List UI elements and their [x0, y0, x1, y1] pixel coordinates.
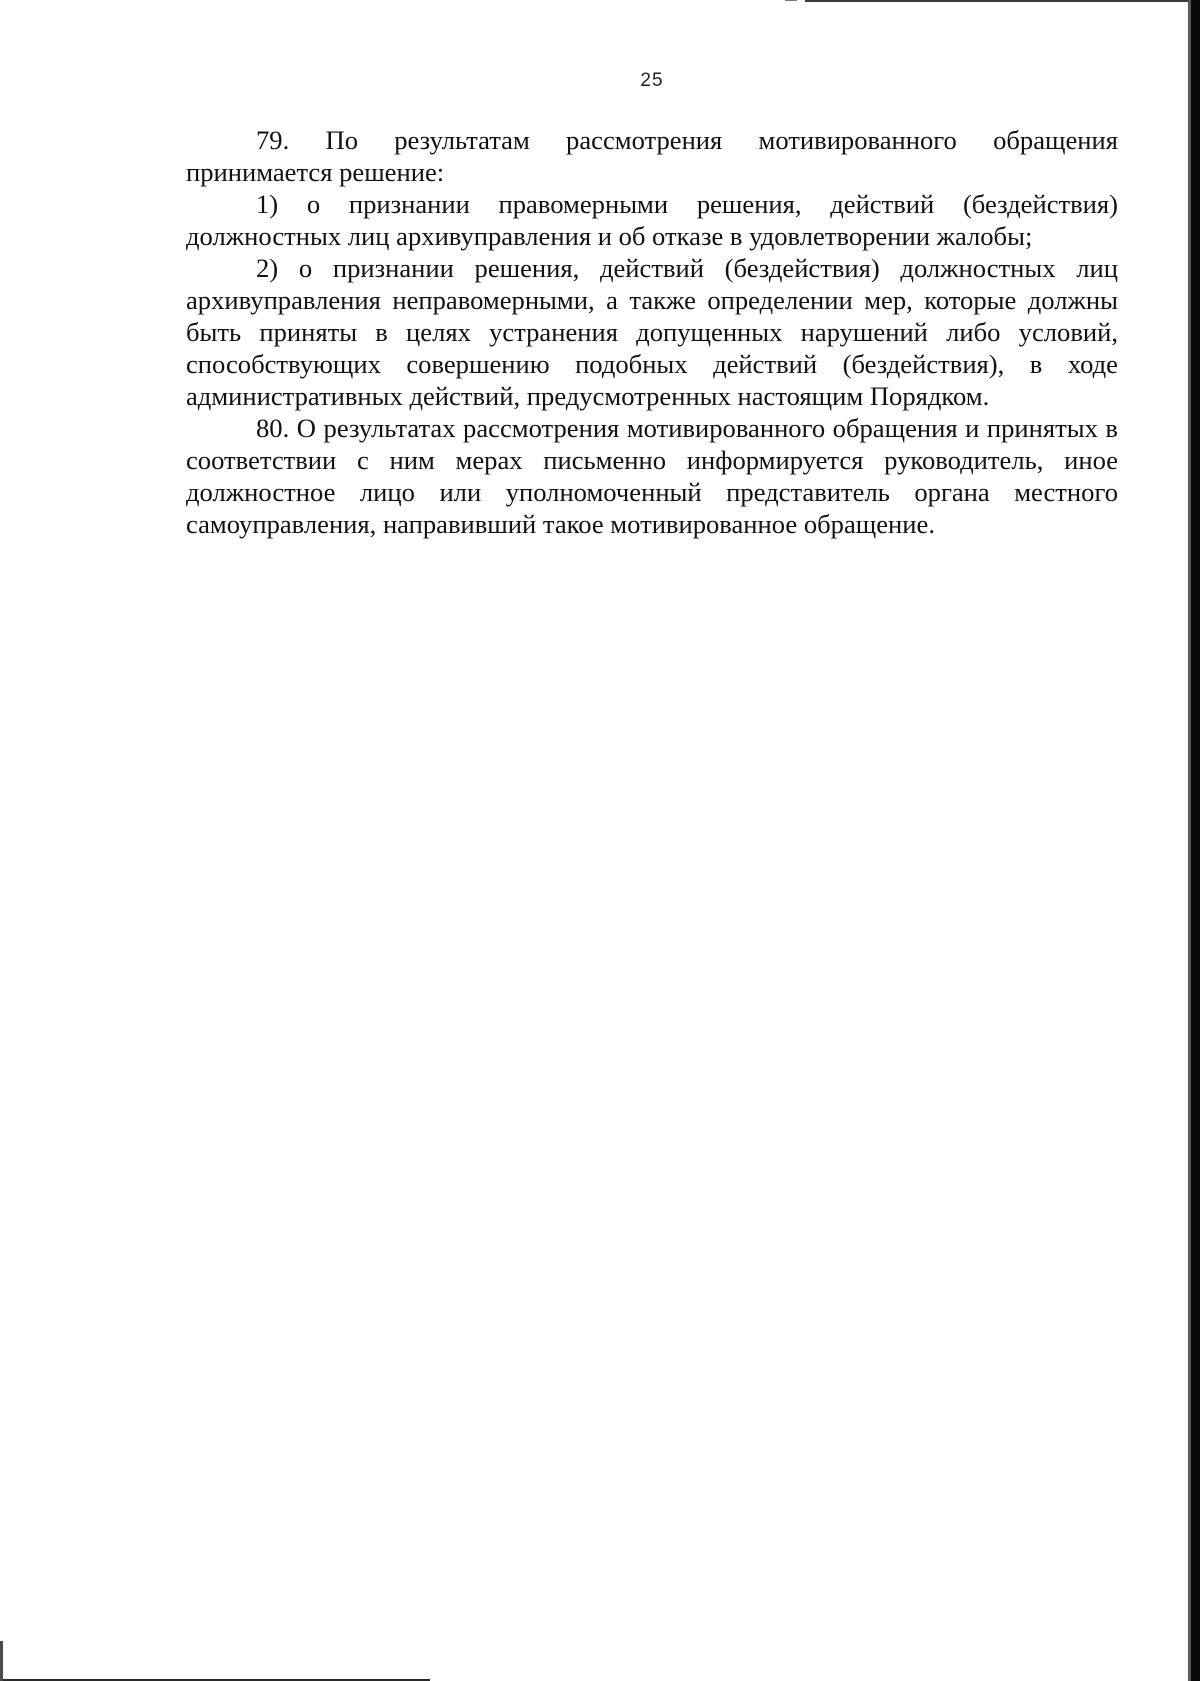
paragraph-79-item-2: 2) о признании решения, действий (бездействия) должностных лиц архивуправления неправомерными, а также определении мер, которые должны быть приняты в целях устранения допущенных нарушений либо условий, способствующих совершению подобных действий (бездействия), в ходе административных действий, предусмотренных настоящим Порядком. [186, 253, 1118, 411]
paragraph-79: 79. По результатам рассмотрения мотивированного обращения принимается решение: [186, 125, 1118, 187]
scan-edge-top [805, 0, 1200, 2]
paragraph-79-item-1: 1) о признании правомерными решения, действий (бездействия) должностных лиц архивуправления и об отказе в удовлетворении жалобы; [186, 189, 1118, 251]
page-number: 25 [640, 70, 664, 91]
scan-edge-bottom-left [0, 1641, 3, 1681]
document-body [186, 124, 1118, 540]
scan-edge-right [1191, 0, 1200, 1681]
scan-edge-top-mark [785, 0, 797, 1]
paragraph-80: 80. О результатах рассмотрения мотивированного обращения и принятых в соответствии с ним мерах письменно информируется руководитель, иное должностное лицо или уполномоченный представитель органа местного самоуправления, направивший такое мотивированное обращение. [186, 413, 1118, 539]
